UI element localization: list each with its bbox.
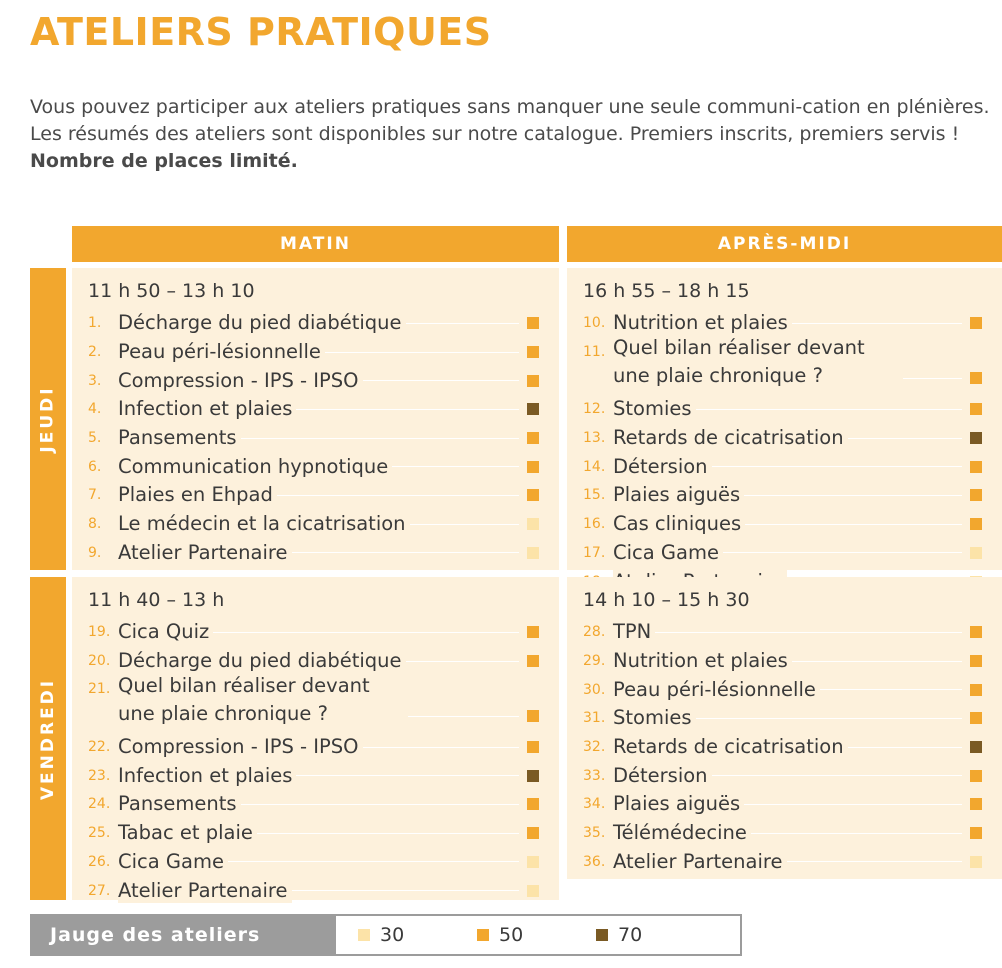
workshop-label: Quel bilan réaliser devant une plaie chronique ? [118, 672, 408, 728]
capacity-square-icon [527, 489, 539, 501]
workshop-item [88, 876, 547, 905]
workshop-label: Nutrition et plaies [613, 649, 792, 673]
header-apres-midi: APRÈS-MIDI [567, 226, 1002, 262]
leader-line [744, 804, 962, 805]
workshop-number: 31. [583, 710, 606, 727]
capacity-square-icon [527, 798, 539, 810]
workshop-number: 6. [88, 458, 102, 475]
intro-text: Vous pouvez participer aux ateliers pratiques sans manquer une seule communi-cation en plénières. Les résumés des ateliers sont disponibles sur notre catalogue. Premiers inscrits, premiers servis ! [30, 96, 990, 145]
workshop-item [583, 424, 990, 453]
panel-jeudi-apres-midi [567, 268, 1002, 570]
workshop-number: 15. [583, 487, 606, 504]
leader-line [325, 352, 519, 353]
workshop-list [88, 618, 547, 905]
workshop-number: 14. [583, 458, 606, 475]
workshop-item [583, 647, 990, 676]
workshop-number: 19. [88, 624, 111, 641]
workshop-item [88, 481, 547, 510]
capacity-square-icon [527, 827, 539, 839]
capacity-square-icon [527, 317, 539, 329]
capacity-square-icon [970, 626, 982, 638]
workshop-number: 36. [583, 853, 606, 870]
session-time: 16 h 55 – 18 h 15 [583, 280, 750, 302]
legend-values [336, 914, 742, 956]
workshop-item [88, 510, 547, 539]
workshop-item [583, 675, 990, 704]
capacity-square-icon [970, 317, 982, 329]
workshop-label: Décharge du pied diabétique [118, 311, 406, 335]
workshop-item [583, 618, 990, 647]
capacity-square-icon [527, 856, 539, 868]
legend-value: 50 [499, 924, 524, 946]
workshop-number: 28. [583, 624, 606, 641]
workshop-number: 20. [88, 653, 111, 670]
workshop-item [88, 452, 547, 481]
leader-line [712, 466, 962, 467]
leader-line [792, 323, 962, 324]
leader-line [848, 438, 962, 439]
leader-line [363, 380, 519, 381]
workshop-label: Atelier Partenaire [118, 541, 292, 565]
capacity-square-icon [527, 403, 539, 415]
leader-line [241, 438, 519, 439]
leader-line [406, 323, 519, 324]
workshop-number: 8. [88, 516, 102, 533]
header-matin: MATIN [72, 226, 559, 262]
leader-line [696, 409, 962, 410]
legend-entry [358, 924, 477, 946]
workshop-item [583, 510, 990, 539]
capacity-square-icon [527, 432, 539, 444]
session-time: 11 h 40 – 13 h [88, 589, 225, 611]
legend-entry [596, 924, 715, 946]
capacity-square-icon [527, 346, 539, 358]
capacity-square-icon [970, 403, 982, 415]
leader-line [745, 524, 962, 525]
workshop-number: 32. [583, 739, 606, 756]
workshop-number: 3. [88, 372, 102, 389]
workshop-item [88, 819, 547, 848]
capacity-square-icon [970, 712, 982, 724]
workshop-item [583, 481, 990, 510]
leader-line [655, 632, 962, 633]
workshop-item [88, 309, 547, 338]
legend-square-icon [358, 929, 370, 941]
workshop-number: 2. [88, 344, 102, 361]
leader-line [296, 409, 519, 410]
capacity-square-icon [527, 741, 539, 753]
intro-paragraph [30, 94, 998, 175]
workshop-label: Pansements [118, 426, 241, 450]
workshop-item [583, 338, 990, 395]
leader-line [277, 495, 519, 496]
workshop-label: Retards de cicatrisation [613, 735, 848, 759]
legend-square-icon [596, 929, 608, 941]
workshop-label: Infection et plaies [118, 764, 296, 788]
workshop-item [88, 618, 547, 647]
workshop-number: 22. [88, 739, 111, 756]
leader-line [241, 804, 519, 805]
leader-line [696, 718, 962, 719]
day-label-vendredi: VENDREDI [38, 677, 58, 800]
capacity-square-icon [527, 547, 539, 559]
legend-square-icon [477, 929, 489, 941]
capacity-square-icon [970, 489, 982, 501]
leader-line [820, 689, 962, 690]
workshop-label: Détersion [613, 455, 712, 479]
workshop-number: 27. [88, 882, 111, 899]
leader-line [296, 775, 519, 776]
workshop-label: Télémédecine [613, 821, 751, 845]
capacity-square-icon [527, 770, 539, 782]
workshop-number: 5. [88, 430, 102, 447]
leader-line [723, 552, 962, 553]
workshop-item [88, 424, 547, 453]
workshop-label: Cica Game [118, 850, 228, 874]
workshop-number: 24. [88, 796, 111, 813]
leader-line [213, 632, 519, 633]
capacity-square-icon [970, 655, 982, 667]
workshop-item [583, 848, 990, 877]
workshop-number: 7. [88, 487, 102, 504]
capacity-square-icon [970, 741, 982, 753]
workshop-list [583, 618, 990, 876]
workshop-label: Communication hypnotique [118, 455, 392, 479]
workshop-number: 21. [88, 681, 111, 698]
workshop-label: Atelier Partenaire [613, 850, 787, 874]
legend-value: 30 [380, 924, 405, 946]
capacity-square-icon [970, 798, 982, 810]
workshop-label: Cica Game [613, 541, 723, 565]
workshop-label: Stomies [613, 397, 696, 421]
workshop-number: 17. [583, 544, 606, 561]
workshop-item [583, 452, 990, 481]
workshop-number: 12. [583, 401, 606, 418]
workshop-number: 4. [88, 401, 102, 418]
workshop-label: TPN [613, 620, 655, 644]
workshop-label: Nutrition et plaies [613, 311, 792, 335]
workshop-item [88, 790, 547, 819]
workshop-number: 13. [583, 430, 606, 447]
leader-line [410, 524, 519, 525]
workshop-label: Peau péri-lésionnelle [118, 340, 325, 364]
workshop-number: 35. [583, 825, 606, 842]
capacity-square-icon [527, 626, 539, 638]
workshop-item [88, 675, 547, 732]
workshop-label: Peau péri-lésionnelle [613, 678, 820, 702]
workshop-item [88, 733, 547, 762]
page-title: ATELIERS PRATIQUES [30, 10, 492, 54]
leader-line [406, 661, 519, 662]
capacity-square-icon [970, 372, 982, 384]
leader-line [392, 466, 519, 467]
session-time: 14 h 10 – 15 h 30 [583, 589, 750, 611]
panel-vendredi-apres-midi [567, 577, 1002, 879]
leader-line [751, 833, 962, 834]
workshop-label: Plaies aiguës [613, 483, 744, 507]
workshop-label: Retards de cicatrisation [613, 426, 848, 450]
leader-line [363, 747, 519, 748]
workshop-list [88, 309, 547, 567]
capacity-square-icon [970, 770, 982, 782]
capacity-square-icon [527, 461, 539, 473]
workshop-number: 11. [583, 343, 606, 360]
workshop-number: 34. [583, 796, 606, 813]
workshop-label: Plaies aiguës [613, 792, 744, 816]
workshop-label: Stomies [613, 706, 696, 730]
workshop-number: 25. [88, 825, 111, 842]
workshop-label: Plaies en Ehpad [118, 483, 277, 507]
workshop-number: 23. [88, 767, 111, 784]
workshop-number: 1. [88, 315, 102, 332]
panel-jeudi-matin [72, 268, 559, 570]
workshop-item [88, 338, 547, 367]
workshop-label: Tabac et plaie [118, 821, 257, 845]
legend [30, 914, 742, 956]
leader-line [903, 378, 962, 379]
capacity-square-icon [970, 432, 982, 444]
capacity-square-icon [970, 518, 982, 530]
workshop-item [88, 366, 547, 395]
workshop-item [583, 395, 990, 424]
workshop-number: 33. [583, 767, 606, 784]
leader-line [787, 861, 963, 862]
leader-line [792, 661, 962, 662]
workshop-number: 10. [583, 315, 606, 332]
workshop-number: 9. [88, 544, 102, 561]
workshop-label: Cas cliniques [613, 512, 745, 536]
capacity-square-icon [970, 461, 982, 473]
workshop-list [583, 309, 990, 596]
legend-entry [477, 924, 596, 946]
workshop-number: 30. [583, 681, 606, 698]
workshop-item [583, 819, 990, 848]
day-label-jeudi: JEUDI [38, 385, 58, 453]
workshop-label: Compression - IPS - IPSO [118, 369, 363, 393]
workshop-label: Quel bilan réaliser devant une plaie chronique ? [613, 334, 903, 390]
workshop-item [583, 790, 990, 819]
leader-line [257, 833, 519, 834]
capacity-square-icon [970, 827, 982, 839]
workshop-item [583, 733, 990, 762]
intro-bold: Nombre de places limité. [30, 150, 298, 172]
workshop-label: Détersion [613, 764, 712, 788]
workshop-label: Atelier Partenaire [118, 879, 292, 903]
capacity-square-icon [970, 547, 982, 559]
capacity-square-icon [527, 710, 539, 722]
workshop-label: Compression - IPS - IPSO [118, 735, 363, 759]
day-tab-jeudi [30, 268, 66, 570]
leader-line [292, 552, 520, 553]
workshop-item [583, 704, 990, 733]
workshop-label: Pansements [118, 792, 241, 816]
leader-line [408, 716, 519, 717]
leader-line [712, 775, 962, 776]
workshop-item [583, 761, 990, 790]
capacity-square-icon [527, 518, 539, 530]
leader-line [848, 747, 962, 748]
workshop-item [583, 539, 990, 568]
workshop-item [88, 539, 547, 568]
capacity-square-icon [527, 655, 539, 667]
workshop-item [88, 761, 547, 790]
workshop-number: 26. [88, 853, 111, 870]
workshop-number: 16. [583, 516, 606, 533]
leader-line [744, 495, 962, 496]
legend-label: Jauge des ateliers [30, 914, 336, 956]
capacity-square-icon [527, 375, 539, 387]
leader-line [292, 890, 520, 891]
workshop-label: Cica Quiz [118, 620, 213, 644]
workshop-label: Infection et plaies [118, 397, 296, 421]
leader-line [228, 861, 519, 862]
workshop-number: 29. [583, 653, 606, 670]
capacity-square-icon [527, 885, 539, 897]
workshop-item [88, 395, 547, 424]
session-time: 11 h 50 – 13 h 10 [88, 280, 255, 302]
workshop-label: Décharge du pied diabétique [118, 649, 406, 673]
workshop-label: Le médecin et la cicatrisation [118, 512, 410, 536]
capacity-square-icon [970, 856, 982, 868]
legend-value: 70 [618, 924, 643, 946]
day-tab-vendredi [30, 577, 66, 900]
capacity-square-icon [970, 684, 982, 696]
workshop-item [88, 848, 547, 877]
panel-vendredi-matin [72, 577, 559, 900]
